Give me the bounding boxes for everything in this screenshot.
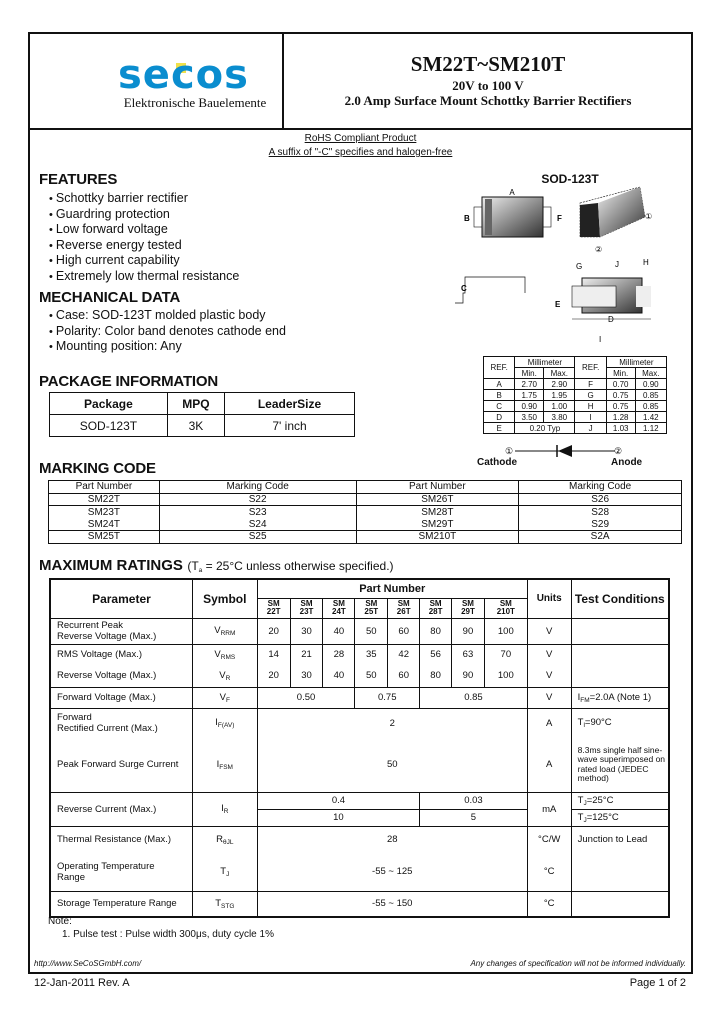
header-parameter: Parameter xyxy=(50,579,192,618)
table-row xyxy=(50,826,669,853)
param-cell: Thermal Resistance (Max.) xyxy=(50,826,192,853)
symbol-cell xyxy=(192,618,257,644)
symbol-cell xyxy=(192,738,257,792)
cell: S26 xyxy=(519,493,682,506)
symbol-sub: R xyxy=(225,674,231,682)
symbol: I xyxy=(221,803,224,814)
rohs-note: RoHS Compliant Product xyxy=(304,133,417,144)
cond-sub: a xyxy=(198,567,203,574)
part-header: SM 23T xyxy=(290,598,323,618)
mechanical-heading: MECHANICAL DATA xyxy=(39,289,181,306)
table-row xyxy=(49,531,682,544)
value-cell: 28 xyxy=(323,644,355,665)
cell: 3.50 xyxy=(515,412,544,423)
test-cell xyxy=(571,891,669,917)
table-row xyxy=(484,423,667,434)
symbol-sub: J xyxy=(226,870,230,878)
value-cell: 100 xyxy=(484,665,527,687)
cell: 1.12 xyxy=(635,423,666,434)
header-cell: Part Number xyxy=(356,481,519,494)
cell: 0.20 Typ xyxy=(515,423,575,434)
marking-heading: MARKING CODE xyxy=(39,460,156,477)
svg-text:E: E xyxy=(555,300,561,309)
test-sub: l xyxy=(583,722,585,730)
param-cell: Operating Temperature Range xyxy=(50,853,192,891)
symbol-sub: F(AV) xyxy=(217,722,235,730)
param-cell: Recurrent Peak Reverse Voltage (Max.) xyxy=(50,618,192,644)
symbol: V xyxy=(214,625,221,636)
table-row xyxy=(50,687,669,708)
mm-header: Millimeter xyxy=(515,357,575,368)
value-cell: 90 xyxy=(452,618,485,644)
header-line xyxy=(28,128,693,130)
svg-text:G: G xyxy=(576,262,583,271)
cell: 0.90 xyxy=(635,379,666,390)
part-header: SM 26T xyxy=(388,598,420,618)
param-cell: Peak Forward Surge Current xyxy=(50,738,192,792)
test-sub: FM xyxy=(580,696,590,704)
symbol-sub: STG xyxy=(221,902,235,910)
unit-cell: V xyxy=(527,665,571,687)
table-row xyxy=(50,644,669,665)
cell: D xyxy=(484,412,515,423)
part-header: SM 24T xyxy=(323,598,355,618)
value-cell: 0.50 xyxy=(257,687,355,708)
symbol-sub: R xyxy=(223,808,229,815)
test-cell: Junction to Lead xyxy=(571,826,669,853)
symbol: T xyxy=(220,865,227,877)
list-item: • Mounting position: Any xyxy=(49,339,286,355)
value-cell: 0.85 xyxy=(420,687,528,708)
symbol-cell xyxy=(192,853,257,891)
ratings-condition xyxy=(187,559,393,573)
symbol-cell xyxy=(192,891,257,917)
unit-cell: °C xyxy=(527,853,571,891)
cell: 2.70 xyxy=(515,379,544,390)
voltage-range: 20V to 100 V xyxy=(452,78,524,93)
max-header: Max. xyxy=(635,368,666,379)
list-item: • Schottky barrier rectifier xyxy=(49,191,239,207)
symbol-cell xyxy=(192,708,257,738)
symbol-cell xyxy=(192,826,257,853)
symbol: V xyxy=(219,669,226,681)
value-cell: 60 xyxy=(388,618,420,644)
param-cell: Storage Temperature Range xyxy=(50,891,192,917)
table-row xyxy=(49,518,682,531)
value-cell: 60 xyxy=(388,665,420,687)
unit-cell: V xyxy=(527,687,571,708)
cell: 0.75 xyxy=(606,390,635,401)
value-cell: 20 xyxy=(257,618,290,644)
param-cell: Forward Voltage (Max.) xyxy=(50,687,192,708)
ratings-title: MAXIMUM RATINGS xyxy=(39,557,183,574)
test-sub: J xyxy=(583,799,587,807)
table-header xyxy=(49,481,682,494)
param-cell: Forward Rectified Current (Max.) xyxy=(50,708,192,738)
table-row xyxy=(50,738,669,792)
document-title: SM22T~SM210T xyxy=(410,52,566,76)
symbol: I xyxy=(216,758,220,770)
dimensions-table xyxy=(483,356,667,434)
footer-disclaimer: Any changes of specification will not be informed individually. xyxy=(470,959,686,968)
symbol: R xyxy=(216,833,223,845)
test-cell xyxy=(571,618,669,644)
value-cell: 0.03 xyxy=(420,792,528,809)
value-cell: 2 xyxy=(257,708,527,738)
value-cell: 40 xyxy=(323,665,355,687)
cell: B xyxy=(484,390,515,401)
list-item: • Reverse energy tested xyxy=(49,238,239,254)
symbol-sub: F xyxy=(225,696,230,704)
symbol-cell xyxy=(192,687,257,708)
header-cell: Part Number xyxy=(49,481,160,494)
test-text: =25°C xyxy=(586,794,614,806)
ref-header: REF. xyxy=(575,357,606,379)
cell: F xyxy=(575,379,606,390)
value-cell: 63 xyxy=(452,644,485,665)
value-cell: -55 ~ 125 xyxy=(257,853,527,891)
value-cell: 30 xyxy=(290,618,323,644)
part-header: SM 29T xyxy=(452,598,485,618)
cond-text: (T xyxy=(187,559,199,573)
max-header: Max. xyxy=(544,368,575,379)
cell: 0.75 xyxy=(606,401,635,412)
test-text: T xyxy=(577,717,584,729)
cell: SOD-123T xyxy=(50,415,168,437)
header-cell: LeaderSize xyxy=(225,393,355,415)
unit-cell: °C/W xyxy=(527,826,571,853)
suffix-note: A suffix of "-C" specifies and halogen-free xyxy=(268,147,453,158)
test-cell xyxy=(571,665,669,687)
value-cell: 5 xyxy=(420,809,528,826)
value-cell: 80 xyxy=(420,618,452,644)
table-row xyxy=(50,708,669,738)
cell: SM22T xyxy=(49,493,160,506)
value-cell: 28 xyxy=(257,826,527,853)
cell: H xyxy=(575,401,606,412)
unit-cell: V xyxy=(527,644,571,665)
header-symbol: Symbol xyxy=(192,579,257,618)
table-row xyxy=(50,665,669,687)
cell: 2.90 xyxy=(544,379,575,390)
cell: C xyxy=(484,401,515,412)
header-units: Units xyxy=(527,579,571,618)
value-cell: 0.4 xyxy=(257,792,419,809)
test-cell xyxy=(571,687,669,708)
table-row xyxy=(484,390,667,401)
cell: S2A xyxy=(519,531,682,544)
table-row xyxy=(50,853,669,891)
logo-subtitle: Elektronische Bauelemente xyxy=(123,95,267,110)
cell: 0.90 xyxy=(515,401,544,412)
value-cell: 0.75 xyxy=(355,687,420,708)
param-cell: Reverse Current (Max.) xyxy=(50,792,192,826)
footer-date: 12-Jan-2011 Rev. A xyxy=(34,977,130,989)
param-cell: Reverse Voltage (Max.) xyxy=(50,665,192,687)
test-sub: J xyxy=(583,816,587,824)
test-cell: 8.3ms single half sine-wave superimposed on rated load (JEDEC method) xyxy=(571,738,669,792)
cell: S24 xyxy=(159,518,356,531)
unit-cell: °C xyxy=(527,891,571,917)
value-cell: 40 xyxy=(323,618,355,644)
cell: I xyxy=(575,412,606,423)
unit-cell: A xyxy=(527,738,571,792)
cell: SM25T xyxy=(49,531,160,544)
value-cell: 20 xyxy=(257,665,290,687)
symbol-cell xyxy=(192,644,257,665)
cell: 1.28 xyxy=(606,412,635,423)
value-cell: 50 xyxy=(355,618,388,644)
cond-text: = 25°C unless otherwise specified.) xyxy=(202,559,394,573)
svg-text:①: ① xyxy=(645,212,653,221)
test-cell xyxy=(571,853,669,891)
maximum-ratings-table xyxy=(49,578,670,918)
symbol-sub: RRM xyxy=(220,630,236,637)
header-test-conditions: Test Conditions xyxy=(571,579,669,618)
package-drawing-title: SOD-123T xyxy=(541,172,599,186)
list-item: • Low forward voltage xyxy=(49,222,239,238)
header-part-number: Part Number xyxy=(257,579,527,598)
cell: G xyxy=(575,390,606,401)
secos-logo: secos xyxy=(118,52,249,98)
test-text: =125°C xyxy=(586,811,619,823)
symbol: V xyxy=(219,691,226,703)
footer-url[interactable]: http://www.SeCoSGmbH.com/ xyxy=(34,959,142,968)
value-cell: 30 xyxy=(290,665,323,687)
value-cell: 100 xyxy=(484,618,527,644)
marking-code-table xyxy=(48,480,682,544)
min-header: Min. xyxy=(606,368,635,379)
value-cell: 50 xyxy=(257,738,527,792)
test-text: T xyxy=(577,811,584,823)
package-table xyxy=(49,392,355,437)
cell: SM29T xyxy=(356,518,519,531)
cell: SM24T xyxy=(49,518,160,531)
test-text: T xyxy=(577,794,584,806)
symbol: T xyxy=(215,897,222,909)
mm-header: Millimeter xyxy=(606,357,666,368)
unit-cell: A xyxy=(527,708,571,738)
list-item: • Polarity: Color band denotes cathode end xyxy=(49,324,286,340)
table-row xyxy=(49,493,682,506)
part-header: SM 28T xyxy=(420,598,452,618)
cell: 3K xyxy=(167,415,224,437)
value-cell: 70 xyxy=(484,644,527,665)
test-cell xyxy=(571,809,669,826)
cell: E xyxy=(484,423,515,434)
cell: 1.75 xyxy=(515,390,544,401)
value-cell: -55 ~ 150 xyxy=(257,891,527,917)
unit-cell: mA xyxy=(527,792,571,826)
part-header: SM 25T xyxy=(355,598,388,618)
cell: SM23T xyxy=(49,506,160,519)
cell: 0.70 xyxy=(606,379,635,390)
cell: 0.85 xyxy=(635,401,666,412)
test-text: =2.0A (Note 1) xyxy=(589,691,652,703)
list-item: • Case: SOD-123T molded plastic body xyxy=(49,308,286,324)
value-cell: 90 xyxy=(452,665,485,687)
cell: 1.00 xyxy=(544,401,575,412)
svg-text:②: ② xyxy=(614,446,623,456)
cell: 0.85 xyxy=(635,390,666,401)
cell: SM26T xyxy=(356,493,519,506)
list-item: • Guardring protection xyxy=(49,207,239,223)
unit-cell: V xyxy=(527,618,571,644)
min-header: Min. xyxy=(515,368,544,379)
symbol-sub: FSM xyxy=(219,763,233,771)
part-header: SM 210T xyxy=(484,598,527,618)
table-row xyxy=(484,412,667,423)
cell: S23 xyxy=(159,506,356,519)
table-row xyxy=(50,792,669,809)
value-cell: 56 xyxy=(420,644,452,665)
cell: A xyxy=(484,379,515,390)
test-text: I xyxy=(577,691,581,703)
value-cell: 50 xyxy=(355,665,388,687)
cell: S28 xyxy=(519,506,682,519)
cell: 1.42 xyxy=(635,412,666,423)
svg-text:J: J xyxy=(615,260,619,269)
cell: SM210T xyxy=(356,531,519,544)
table-row xyxy=(50,891,669,917)
cell: S22 xyxy=(159,493,356,506)
value-cell: 14 xyxy=(257,644,290,665)
note-item: 1. Pulse test : Pulse width 300μs, duty cycle 1% xyxy=(62,929,274,940)
header-cell: Marking Code xyxy=(159,481,356,494)
features-list xyxy=(49,191,239,284)
symbol-cell xyxy=(192,792,257,826)
cell: SM28T xyxy=(356,506,519,519)
ratings-heading xyxy=(39,557,394,575)
test-cell xyxy=(571,644,669,665)
header-cell: Package xyxy=(50,393,168,415)
svg-text:F: F xyxy=(557,214,562,223)
svg-text:D: D xyxy=(608,315,614,324)
symbol: V xyxy=(214,648,221,660)
cell: S25 xyxy=(159,531,356,544)
note-title: Note: xyxy=(48,916,72,927)
cell: 1.03 xyxy=(606,423,635,434)
svg-text:①: ① xyxy=(505,446,514,456)
cathode-label: Cathode xyxy=(477,457,517,468)
ref-header: REF. xyxy=(484,357,515,379)
svg-text:②: ② xyxy=(595,245,603,254)
anode-label: Anode xyxy=(611,457,643,468)
value-cell: 35 xyxy=(355,644,388,665)
product-subtitle: 2.0 Amp Surface Mount Schottky Barrier Rectifiers xyxy=(344,93,632,108)
symbol-sub: θJL xyxy=(223,838,234,846)
package-heading: PACKAGE INFORMATION xyxy=(39,373,218,390)
cell: S29 xyxy=(519,518,682,531)
param-cell: RMS Voltage (Max.) xyxy=(50,644,192,665)
table-row xyxy=(484,379,667,390)
dim-label-a: A xyxy=(509,188,515,197)
header-cell: Marking Code xyxy=(519,481,682,494)
symbol: I xyxy=(215,717,218,729)
header-cell: MPQ xyxy=(167,393,224,415)
package-outline-drawing xyxy=(455,188,685,345)
test-cell xyxy=(571,708,669,738)
symbol-cell xyxy=(192,665,257,687)
features-heading: FEATURES xyxy=(39,171,118,188)
svg-text:C: C xyxy=(461,284,467,293)
test-text: =90°C xyxy=(584,717,612,729)
table-row xyxy=(49,506,682,519)
list-item: • Extremely low thermal resistance xyxy=(49,269,239,285)
value-cell: 80 xyxy=(420,665,452,687)
svg-text:B: B xyxy=(464,214,470,223)
cell: J xyxy=(575,423,606,434)
cell: 3.80 xyxy=(544,412,575,423)
test-cell xyxy=(571,792,669,809)
cell: 7' inch xyxy=(225,415,355,437)
mechanical-list xyxy=(49,308,286,355)
svg-text:I: I xyxy=(599,335,602,344)
table-row xyxy=(484,401,667,412)
svg-text:H: H xyxy=(643,258,649,267)
value-cell: 42 xyxy=(388,644,420,665)
table-row xyxy=(50,618,669,644)
list-item: • High current capability xyxy=(49,253,239,269)
cell: 1.95 xyxy=(544,390,575,401)
value-cell: 10 xyxy=(257,809,419,826)
footer-page: Page 1 of 2 xyxy=(629,977,686,989)
symbol-sub: RMS xyxy=(220,653,236,661)
part-header: SM 22T xyxy=(257,598,290,618)
value-cell: 21 xyxy=(290,644,323,665)
